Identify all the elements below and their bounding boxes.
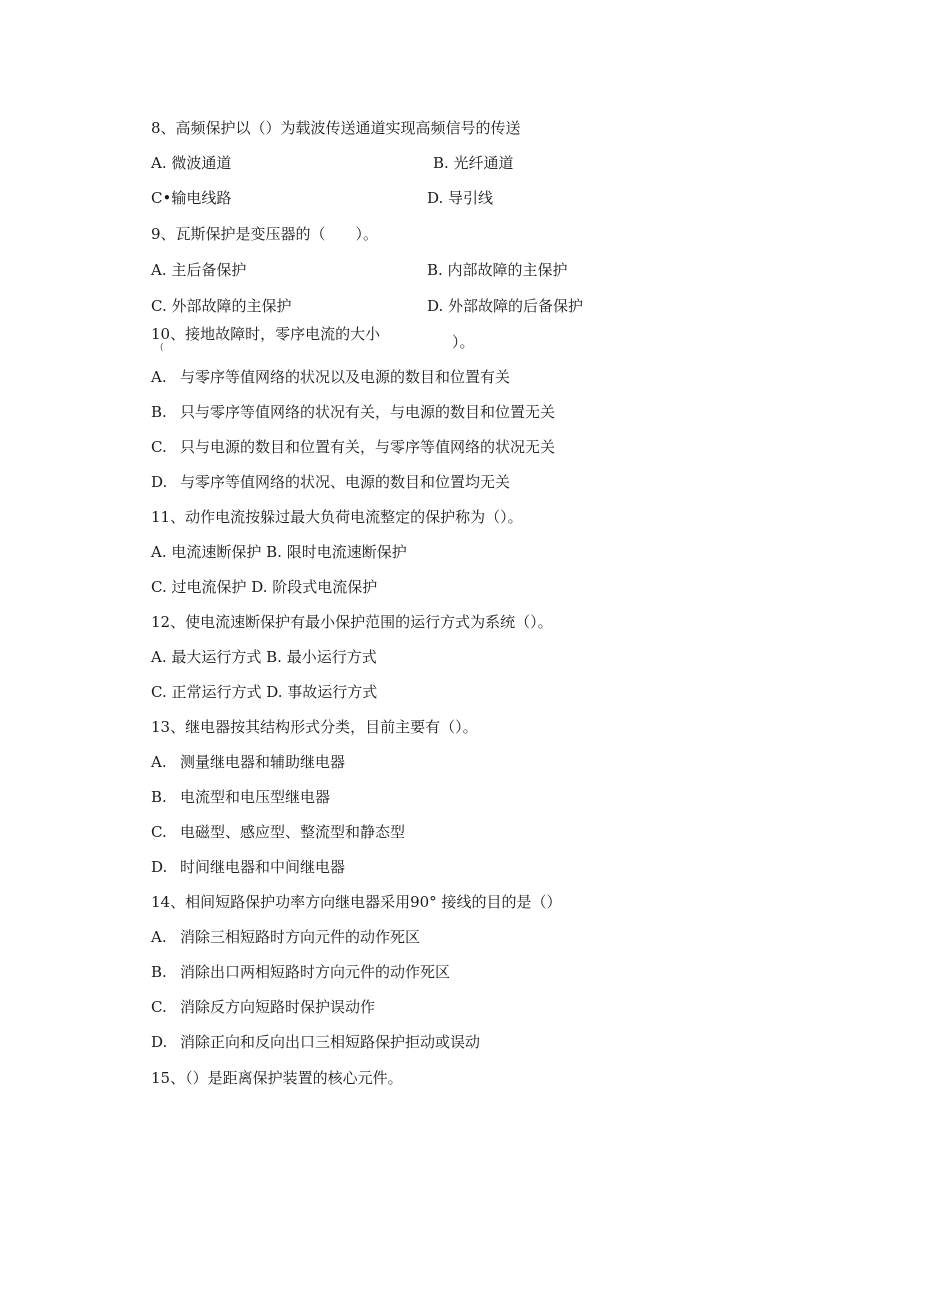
question-12-options-line-1: A. 最大运行方式 B. 最小运行方式 xyxy=(151,648,377,666)
option-letter: B. xyxy=(151,963,167,981)
option-letter: B. xyxy=(151,788,167,806)
question-10-option-d xyxy=(151,472,510,492)
question-8-option-b: B. 光纤通道 xyxy=(433,154,514,172)
option-text: 消除反方向短路时保护误动作 xyxy=(180,998,376,1016)
option-text: 只与电源的数目和位置有关，与零序等值网络的状况无关 xyxy=(180,438,556,456)
question-14-stem: 14、相间短路保护功率方向继电器采用90° 接线的目的是（） xyxy=(151,893,562,911)
option-letter: C. xyxy=(151,438,167,456)
question-9-option-a: A. 主后备保护 xyxy=(151,261,247,279)
question-13-option-d xyxy=(151,857,345,877)
option-letter: B. xyxy=(151,403,167,421)
question-9-option-d: D. 外部故障的后备保护 xyxy=(427,297,584,315)
option-letter: D. xyxy=(151,1033,168,1051)
option-letter: A. xyxy=(151,928,167,946)
question-11-stem: 11、动作电流按躲过最大负荷电流整定的保护称为（）。 xyxy=(151,508,523,526)
question-10-mark: ( xyxy=(160,343,164,353)
question-13-option-c xyxy=(151,822,405,842)
question-10-option-c xyxy=(151,437,555,457)
option-text: 测量继电器和辅助继电器 xyxy=(180,753,346,771)
question-12-options-line-2: C. 正常运行方式 D. 事故运行方式 xyxy=(151,683,378,701)
question-15-stem: 15、（）是距离保护装置的核心元件。 xyxy=(151,1069,403,1087)
option-letter: A. xyxy=(151,368,167,386)
option-text: 时间继电器和中间继电器 xyxy=(180,858,346,876)
option-letter: C. xyxy=(151,823,167,841)
option-letter: A. xyxy=(151,753,167,771)
question-14-option-c xyxy=(151,997,375,1017)
option-text: 与零序等值网络的状况以及电源的数目和位置有关 xyxy=(180,368,511,386)
option-text: 只与零序等值网络的状况有关，与电源的数目和位置无关 xyxy=(180,403,556,421)
question-11-options-line-2: C. 过电流保护 D. 阶段式电流保护 xyxy=(151,578,378,596)
question-10-option-a xyxy=(151,367,510,387)
question-11-options-line-1: A. 电流速断保护 B. 限时电流速断保护 xyxy=(151,543,407,561)
question-13-option-b xyxy=(151,787,330,807)
option-letter: C. xyxy=(151,998,167,1016)
question-14-option-b xyxy=(151,962,450,982)
option-text: 电流型和电压型继电器 xyxy=(180,788,331,806)
question-10-stem-end: ）。 xyxy=(452,333,475,351)
option-letter: D. xyxy=(151,473,168,491)
question-8-option-d: D. 导引线 xyxy=(427,189,494,207)
option-text: 与零序等值网络的状况、电源的数目和位置均无关 xyxy=(180,473,511,491)
question-9-stem: 9、瓦斯保护是变压器的（ ）。 xyxy=(151,225,379,243)
question-14-option-a xyxy=(151,927,420,947)
question-8-option-a: A. 微波通道 xyxy=(151,154,232,172)
question-14-option-d xyxy=(151,1032,480,1052)
question-10-option-b xyxy=(151,402,555,422)
option-text: 电磁型、感应型、整流型和静态型 xyxy=(180,823,406,841)
question-13-stem: 13、继电器按其结构形式分类，目前主要有（）。 xyxy=(151,718,478,736)
question-12-stem: 12、使电流速断保护有最小保护范围的运行方式为系统（）。 xyxy=(151,613,553,631)
question-10-stem: 10、接地故障时，零序电流的大小 xyxy=(151,325,381,343)
question-9-option-b: B. 内部故障的主保护 xyxy=(427,261,568,279)
question-8-option-c: C•输电线路 xyxy=(151,189,232,207)
option-text: 消除出口两相短路时方向元件的动作死区 xyxy=(180,963,451,981)
question-13-option-a xyxy=(151,752,345,772)
question-9-option-c: C. 外部故障的主保护 xyxy=(151,297,292,315)
option-letter: D. xyxy=(151,858,168,876)
question-8-stem: 8、高频保护以（）为载波传送通道实现高频信号的传送 xyxy=(151,119,521,137)
option-text: 消除正向和反向出口三相短路保护拒动或误动 xyxy=(180,1033,481,1051)
option-text: 消除三相短路时方向元件的动作死区 xyxy=(180,928,421,946)
